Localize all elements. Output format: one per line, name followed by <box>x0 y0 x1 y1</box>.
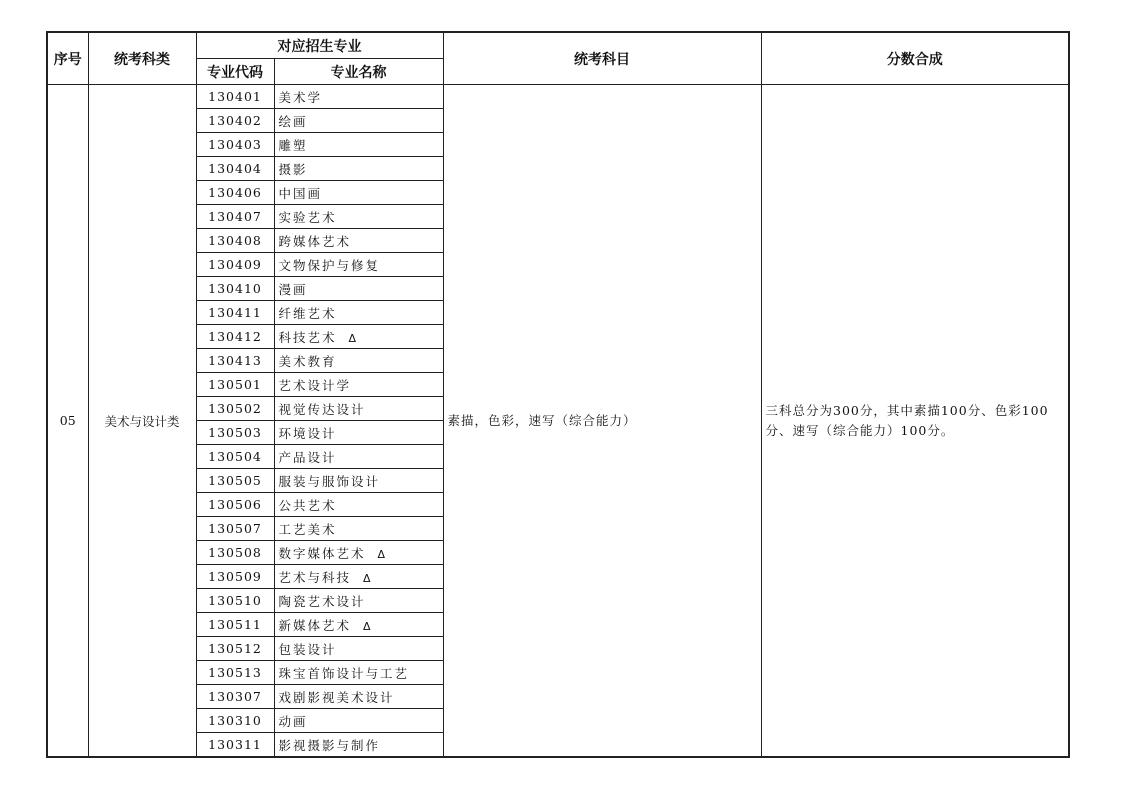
major-name-cell <box>274 181 443 205</box>
major-name: 服装与服饰设计 <box>278 473 381 489</box>
major-name: 绘画 <box>278 113 308 129</box>
triangle-mark-icon: Δ <box>363 571 373 585</box>
major-code: 130504 <box>196 445 274 469</box>
major-name: 视觉传达设计 <box>278 401 366 417</box>
major-code: 130311 <box>196 733 274 758</box>
major-code: 130406 <box>196 181 274 205</box>
major-name: 珠宝首饰设计与工艺 <box>278 665 410 681</box>
major-name-cell <box>274 661 443 685</box>
major-code: 130409 <box>196 253 274 277</box>
major-name-cell <box>274 205 443 229</box>
major-name: 中国画 <box>278 185 323 201</box>
major-name-cell <box>274 421 443 445</box>
major-code: 130413 <box>196 349 274 373</box>
major-name-cell <box>274 157 443 181</box>
major-name-cell <box>274 253 443 277</box>
major-code: 130411 <box>196 301 274 325</box>
header-category: 统考科类 <box>88 32 196 85</box>
exam-subjects-table <box>46 31 1070 758</box>
major-code: 130511 <box>196 613 274 637</box>
major-name-cell <box>274 709 443 733</box>
major-code: 130507 <box>196 517 274 541</box>
major-name: 新媒体艺术 <box>278 617 352 633</box>
major-name-cell <box>274 685 443 709</box>
major-code: 130505 <box>196 469 274 493</box>
header-seq: 序号 <box>47 32 88 85</box>
header-major-group: 对应招生专业 <box>196 32 443 59</box>
major-name-cell <box>274 733 443 758</box>
major-name: 动画 <box>278 713 308 729</box>
major-name-cell <box>274 565 443 589</box>
major-code: 130407 <box>196 205 274 229</box>
major-name: 科技艺术 <box>278 329 337 345</box>
header-subjects: 统考科目 <box>443 32 761 85</box>
major-code: 130410 <box>196 277 274 301</box>
header-name: 专业名称 <box>274 59 443 85</box>
triangle-mark-icon: Δ <box>377 547 388 561</box>
triangle-mark-icon: Δ <box>363 619 373 633</box>
major-name: 工艺美术 <box>278 521 337 537</box>
major-name: 包装设计 <box>278 641 337 657</box>
major-code: 130512 <box>196 637 274 661</box>
major-code: 130509 <box>196 565 274 589</box>
major-name-cell <box>274 349 443 373</box>
major-name: 雕塑 <box>278 137 308 153</box>
major-name: 环境设计 <box>278 425 337 441</box>
major-name-cell <box>274 541 443 565</box>
major-name-cell <box>274 517 443 541</box>
header-code: 专业代码 <box>196 59 274 85</box>
header-score: 分数合成 <box>761 32 1069 85</box>
major-name: 公共艺术 <box>278 497 337 513</box>
major-code: 130402 <box>196 109 274 133</box>
major-name-cell <box>274 373 443 397</box>
major-name-cell <box>274 589 443 613</box>
major-name-cell <box>274 277 443 301</box>
major-code: 130408 <box>196 229 274 253</box>
category-cell: 美术与设计类 <box>88 85 196 758</box>
major-code: 130503 <box>196 421 274 445</box>
major-name: 美术学 <box>278 89 323 105</box>
major-code: 130403 <box>196 133 274 157</box>
major-name: 产品设计 <box>278 449 337 465</box>
major-code: 130310 <box>196 709 274 733</box>
major-name-cell <box>274 613 443 637</box>
major-name-cell <box>274 85 443 109</box>
major-name: 漫画 <box>278 281 308 297</box>
major-code: 130508 <box>196 541 274 565</box>
major-code: 130401 <box>196 85 274 109</box>
major-code: 130510 <box>196 589 274 613</box>
triangle-mark-icon: Δ <box>348 331 359 345</box>
major-name-cell <box>274 493 443 517</box>
major-name: 艺术设计学 <box>278 377 352 393</box>
subjects-cell: 素描，色彩，速写（综合能力） <box>443 85 761 758</box>
major-code: 130412 <box>196 325 274 349</box>
major-name-cell <box>274 133 443 157</box>
seq-cell: 05 <box>47 85 88 758</box>
major-name: 戏剧影视美术设计 <box>278 689 395 705</box>
major-name: 文物保护与修复 <box>278 257 381 273</box>
table-row <box>47 85 1069 109</box>
major-name: 纤维艺术 <box>278 305 337 321</box>
major-code: 130502 <box>196 397 274 421</box>
major-name: 跨媒体艺术 <box>278 233 352 249</box>
major-name: 实验艺术 <box>278 209 337 225</box>
major-code: 130513 <box>196 661 274 685</box>
major-name-cell <box>274 445 443 469</box>
major-name-cell <box>274 637 443 661</box>
major-name-cell <box>274 325 443 349</box>
major-code: 130501 <box>196 373 274 397</box>
major-code: 130307 <box>196 685 274 709</box>
score-cell: 三科总分为300分，其中素描100分、色彩100分、速写（综合能力）100分。 <box>761 85 1069 758</box>
major-name-cell <box>274 301 443 325</box>
major-name: 数字媒体艺术 <box>278 545 366 561</box>
major-code: 130404 <box>196 157 274 181</box>
major-name: 摄影 <box>278 161 308 177</box>
major-name: 美术教育 <box>278 353 337 369</box>
major-name: 艺术与科技 <box>278 569 352 585</box>
major-name-cell <box>274 397 443 421</box>
major-code: 130506 <box>196 493 274 517</box>
major-name-cell <box>274 469 443 493</box>
major-name-cell <box>274 109 443 133</box>
major-name-cell <box>274 229 443 253</box>
major-name: 影视摄影与制作 <box>278 737 381 753</box>
major-name: 陶瓷艺术设计 <box>278 593 366 609</box>
